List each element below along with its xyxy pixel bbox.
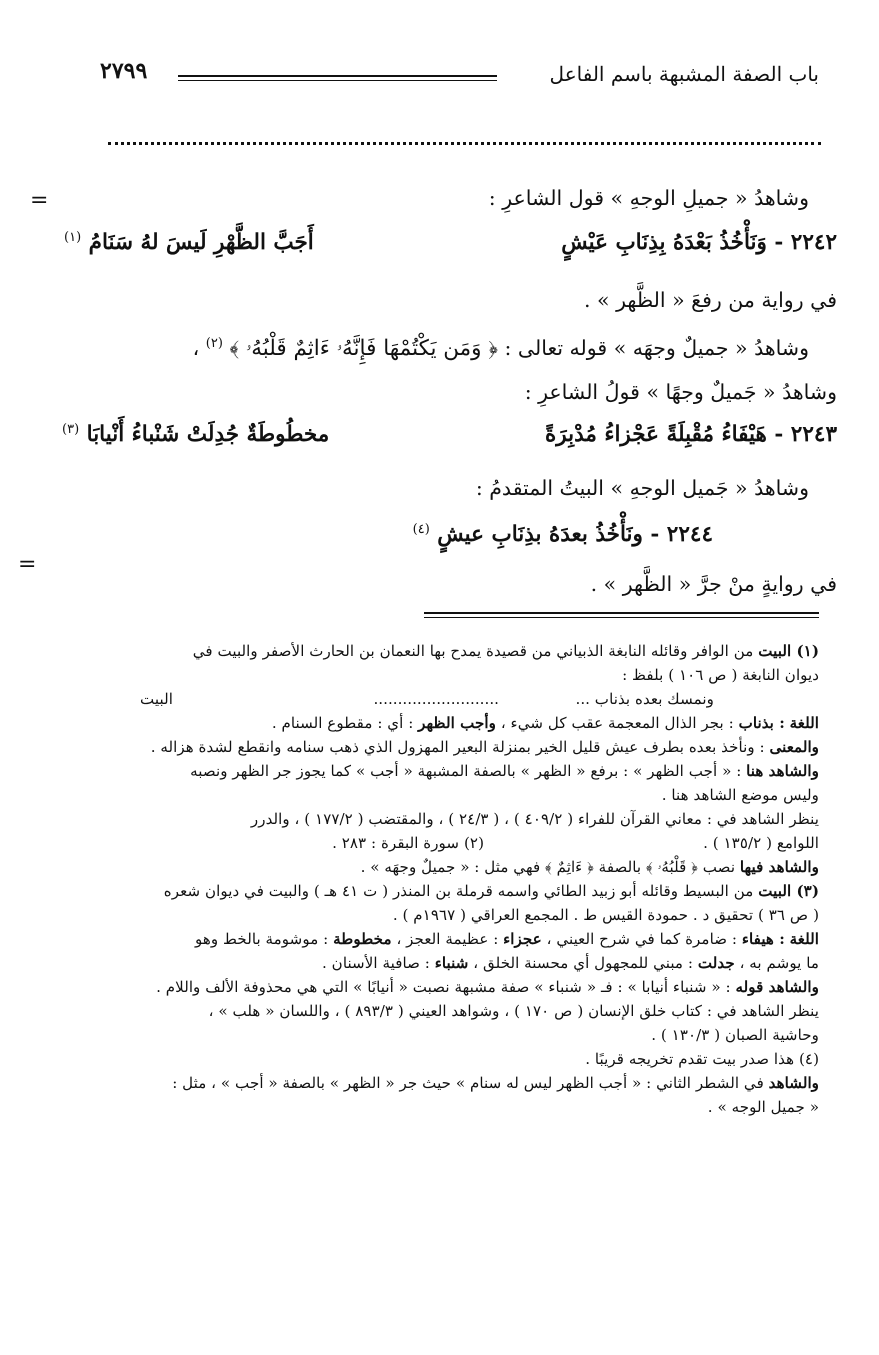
text-line: وشاهدُ « جَميل الوجهِ » البيتُ المتقدمُ : xyxy=(475,476,809,500)
text-line: وشاهدُ « جميلٌ وجهَه » قوله تعالى : ﴿ وَمَن يَكْتُمْهَا فَإِنَّهُۥ ءَاثِمٌ قَلْبُهُۥ ﴾ $^{(٢)}$ ، xyxy=(192,336,809,361)
header-rule xyxy=(178,75,497,81)
quran-quote: ﴿ وَمَن يَكْتُمْهَا فَإِنَّهُۥ ءَاثِمٌ قَلْبُهُۥ ﴾ xyxy=(229,336,498,361)
footnote-ref: (٣) xyxy=(62,422,80,437)
verse-2242-second xyxy=(64,230,314,255)
footnote-line: وليس موضع الشاهد هنا . xyxy=(661,786,819,804)
text-line: في روايةٍ منْ جرَّ « الظَّهر » . xyxy=(590,572,837,596)
footnote-line: والمعنى : ونأخذ بعده بطرف عيش قليل الخير بمنزلة البعير المهزول الذي ذهب سنامه وانقطع لشدة هزاله . xyxy=(150,738,819,756)
footnote-line: وحاشية الصبان ( ١٣٠/٣ ) . xyxy=(651,1026,819,1044)
footnote-line: اللوامع ( ١٣٥/٢ ) . (٢) سورة البقرة : ٢٨٣ . xyxy=(332,834,819,852)
margin-mark: = xyxy=(18,552,37,577)
document-page: باب الصفة المشبهة باسم الفاعل ٢٧٩٩ = وشاهدُ « جميلِ الوجهِ » قول الشاعرِ : ٢٢٤٢ - وَنَأْخُذُ بَعْدَهُ بِذِنَابِ عَيْشٍ أَجَبَّ الظَّهْرِ لَيسَ لهُ سَنَامُ $^{(١)}$ في رواية من رفعَ « الظَّهر » . وشاهدُ « جميلٌ وجهَه » قوله تعالى : ﴿ وَمَن يَكْتُمْهَا فَإِنَّهُۥ ءَاثِمٌ قَلْبُهُۥ ﴾ $^{(٢)}$ ، وشاهدُ « جَميلٌ وجهًا » قولُ الشاعرِ : ٢٢٤٣ - هَيْفَاءُ مُقْبِلَةً عَجْزاءُ مُدْبِرَةً مخطُوطَةٌ جُدِلَتْ شَنْباءُ أَنْيابَا $^{(٣)}$ وشاهدُ « جَميل الوجهِ » البيتُ المتقدمُ : ٢٢٤٤ - ونَأْخُذُ بعدَهُ بذِنَابِ عيشٍ $^{(٤)}$ = في روايةٍ منْ جرَّ « الظَّهر » . (١) البيت من الوافر وقائله النابغة الذبياني من قصيدة يمدح بها النعمان بن الحارث الأصفر والبيت في ديوان النابغة ( ص ١٠٦ ) بلفظ : ونمسك بعده بذناب ... .......................... البيت اللغة : بذناب : بجر الذال المعجمة عقب كل شيء ، وأجب الظهر : أي : مقطوع السنام . والمعنى : ونأخذ بعده بطرف عيش قليل الخير بمنزلة البعير المهزول الذي ذهب سنامه وانقطع لشدة هزاله . والشاهد هنا : « أجب الظهر » : برفع « الظهر » بالصفة المشبهة « أجب » كما يجوز جر الظهر ونصبه وليس موضع الشاهد هنا . ينظر الشاهد في : معاني القرآن للفراء ( ٤٠٩/٢ ) ، ( ٢٤/٣ ) ، والمقتضب ( ١٧٧/٢ ) ، والدرر اللوامع ( ١٣٥/٢ ) . (٢) سورة البقرة : ٢٨٣ . والشاهد فيها نصب ﴿ قَلْبُهُۥ ﴾ بالصفة ﴿ ءَاثِمٌ ﴾ فهي مثل : « جميلٌ وجهَه » . (٣) البيت من البسيط وقائله أبو زبيد الطائي واسمه قرملة بن المنذر ( ت ٤١ هـ ) والبيت في ديوان شعره ( ص ٣٦ ) تحقيق د . حمودة القيس ط . المجمع العراقي ( ١٩٦٧م ) . اللغة : هيفاء : ضامرة كما في شرح العيني ، عجزاء : عظيمة العجز ، مخطوطة : موشومة بالخط وهو ما يوشم به ، جدلت : مبني للمجهول أي محسنة الخلق ، شنباء : صافية الأسنان . والشاهد قوله : « شنباء أنيابا » : فـ « شنباء » صفة مشبهة نصبت « أنيابًا » التي هي محذوفة الألف واللام . ينظر الشاهد في : كتاب خلق الإنسان ( ص ١٧٠ ) ، وشواهد العيني ( ٨٩٣/٣ ) ، واللسان « هلب » ، وحاشية الصبان ( ١٣٠/٣ ) . (٤) هذا صدر بيت تقدم تخريجه قريبًا . والشاهد في الشطر الثاني : « أجب الظهر ليس له سنام » حيث جر « الظهر » بالصفة « أجب » ، مثل : « جميل الوجه » . xyxy=(18,58,837,1116)
footnote-3: (٣) البيت من البسيط وقائله أبو زبيد الطائي واسمه قرملة بن المنذر ( ت ٤١ هـ ) والبيت في ديوان شعره xyxy=(163,882,819,900)
footnote-line: اللغة : بذناب : بجر الذال المعجمة عقب كل شيء ، وأجب الظهر : أي : مقطوع السنام . xyxy=(271,714,819,732)
verse-text: ٢٢٤٤ - ونَأْخُذُ بعدَهُ بذِنَابِ عيشٍ xyxy=(437,522,713,548)
footnote-separator xyxy=(424,612,819,618)
footnote-2: (٢) سورة البقرة : ٢٨٣ . xyxy=(332,834,484,852)
footnote-4: (٤) هذا صدر بيت تقدم تخريجه قريبًا . xyxy=(585,1050,819,1068)
chapter-title: باب الصفة المشبهة باسم الفاعل xyxy=(549,62,819,86)
footnote-line: والشاهد هنا : « أجب الظهر » : برفع « الظهر » بالصفة المشبهة « أجب » كما يجوز جر الظهر ونصبه xyxy=(190,762,819,780)
footnote-line: اللغة : هيفاء : ضامرة كما في شرح العيني ، عجزاء : عظيمة العجز ، مخطوطة : موشومة بالخط وهو xyxy=(194,930,819,948)
footnote-line: « جميل الوجه » . xyxy=(707,1098,819,1116)
verse-second-hemistich: مخطُوطَةٌ جُدِلَتْ شَنْباءُ أَنْيابَا xyxy=(86,422,330,448)
dotted-separator xyxy=(108,142,821,145)
footnote-line: ( ص ٣٦ ) تحقيق د . حمودة القيس ط . المجمع العراقي ( ١٩٦٧م ) . xyxy=(392,906,819,924)
page-number: ٢٧٩٩ xyxy=(100,58,148,84)
text-line: وشاهدُ « جَميلٌ وجهًا » قولُ الشاعرِ : xyxy=(524,380,837,404)
footnote-line: ينظر الشاهد في : كتاب خلق الإنسان ( ص ١٧٠ ) ، وشواهد العيني ( ٨٩٣/٣ ) ، واللسان « هلب » ، xyxy=(208,1002,819,1020)
footnote-line: ينظر الشاهد في : معاني القرآن للفراء ( ٤٠٩/٢ ) ، ( ٢٤/٣ ) ، والمقتضب ( ١٧٧/٢ ) ، والدرر xyxy=(250,810,819,828)
footnote-ref: (٤) xyxy=(412,522,430,537)
page-header xyxy=(100,58,819,98)
verse-second-hemistich: أَجَبَّ الظَّهْرِ لَيسَ لهُ سَنَامُ xyxy=(88,230,314,256)
verse-2243 xyxy=(545,422,837,447)
verse-2242 xyxy=(561,230,837,255)
verse-number: ٢٢٤٢ - xyxy=(774,230,837,255)
verse-number: ٢٢٤٣ - xyxy=(774,422,837,447)
verse-first-hemistich: وَنَأْخُذُ بَعْدَهُ بِذِنَابِ عَيْشٍ xyxy=(561,230,767,255)
footnote-ref: (١) xyxy=(64,230,82,245)
footnote-line: والشاهد في الشطر الثاني : « أجب الظهر ليس له سنام » حيث جر « الظهر » بالصفة « أجب » ، مثل : xyxy=(172,1074,819,1092)
margin-mark: = xyxy=(30,188,49,213)
footnote-ref: (٢) xyxy=(205,336,223,352)
footnote-line: والشاهد فيها نصب ﴿ قَلْبُهُۥ ﴾ بالصفة ﴿ ءَاثِمٌ ﴾ فهي مثل : « جميلٌ وجهَه » . xyxy=(360,858,819,876)
footnote-line: ديوان النابغة ( ص ١٠٦ ) بلفظ : xyxy=(622,666,819,684)
text-line: في رواية من رفعَ « الظَّهر » . xyxy=(583,288,837,312)
text-line: وشاهدُ « جميلِ الوجهِ » قول الشاعرِ : xyxy=(488,186,809,210)
footnote-line: ما يوشم به ، جدلت : مبني للمجهول أي محسنة الخلق ، شنباء : صافية الأسنان . xyxy=(322,954,819,972)
verse-first-hemistich: هَيْفَاءُ مُقْبِلَةً عَجْزاءُ مُدْبِرَةً xyxy=(544,422,767,447)
footnote-1: (١) البيت من الوافر وقائله النابغة الذبياني من قصيدة يمدح بها النعمان بن الحارث الأصفر والبيت في xyxy=(192,642,819,660)
verse-2244 xyxy=(413,522,713,547)
verse-2243-second xyxy=(62,422,329,447)
footnote-line: والشاهد قوله : « شنباء أنيابا » : فـ « شنباء » صفة مشبهة نصبت « أنيابًا » التي هي محذوفة الألف واللام . xyxy=(156,978,819,996)
